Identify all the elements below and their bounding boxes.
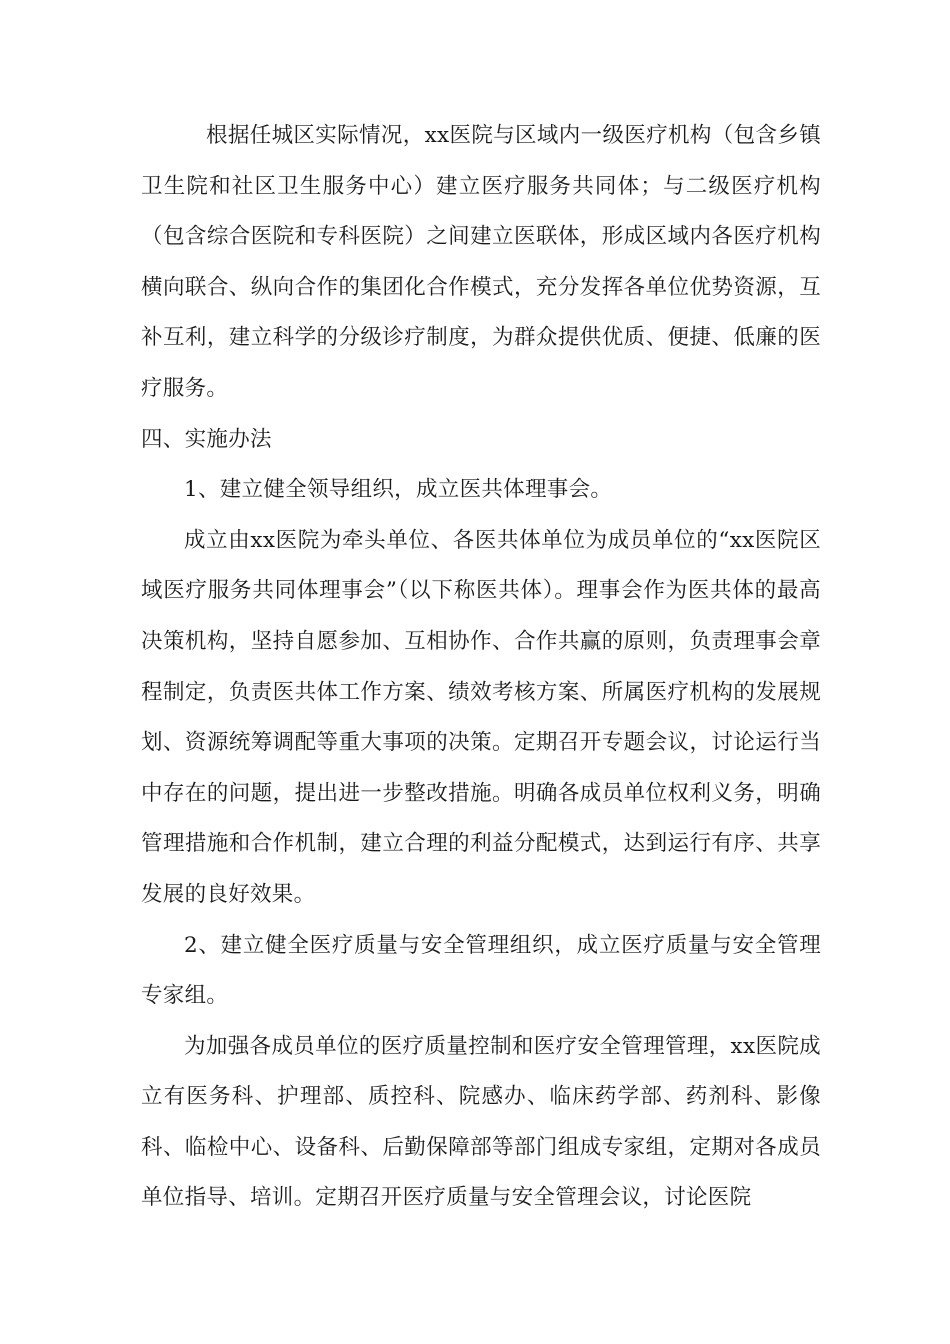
item-2-heading: 2、建立健全医疗质量与安全管理组织，成立医疗质量与安全管理专家组。: [141, 932, 821, 1009]
item-1-paragraph: 成立由xx医院为牵头单位、各医共体单位为成员单位的“xx医院区域医疗服务共同体理事会”（以下称医共体）。理事会作为医共体的最高决策机构，坚持自愿参加、互相协作、合作共赢的原则，负责理事会章程制定，负责医共体工作方案、绩效考核方案、所属医疗机构的发展规划、资源统筹调配等重大事项的决策。定期召开专题会议，讨论运行当中存在的问题，提出进一步整改措施。明确各成员单位权利义务，明确管理措施和合作机制，建立合理的利益分配模式，达到运行有序、共享发展的良好效果。: [141, 527, 821, 907]
document-body: [141, 111, 821, 1224]
section-heading-implementation: 四、实施办法: [141, 426, 272, 452]
intro-paragraph: 根据任城区实际情况，xx医院与区域内一级医疗机构（包含乡镇卫生院和社区卫生服务中心）建立医疗服务共同体；与二级医疗机构（包含综合医院和专科医院）之间建立医联体，形成区域内各医疗机构横向联合、纵向合作的集团化合作模式，充分发挥各单位优势资源，互补互利，建立科学的分级诊疗制度，为群众提供优质、便捷、低廉的医疗服务。: [141, 123, 821, 401]
item-2-paragraph: 为加强各成员单位的医疗质量控制和医疗安全管理管理，xx医院成立有医务科、护理部、质控科、院感办、临床药学部、药剂科、影像科、临检中心、设备科、后勤保障部等部门组成专家组，定期对各成员单位指导、培训。定期召开医疗质量与安全管理会议，讨论医院: [141, 1033, 821, 1211]
item-1-heading: 1、建立健全领导组织，成立医共体理事会。: [184, 477, 613, 503]
